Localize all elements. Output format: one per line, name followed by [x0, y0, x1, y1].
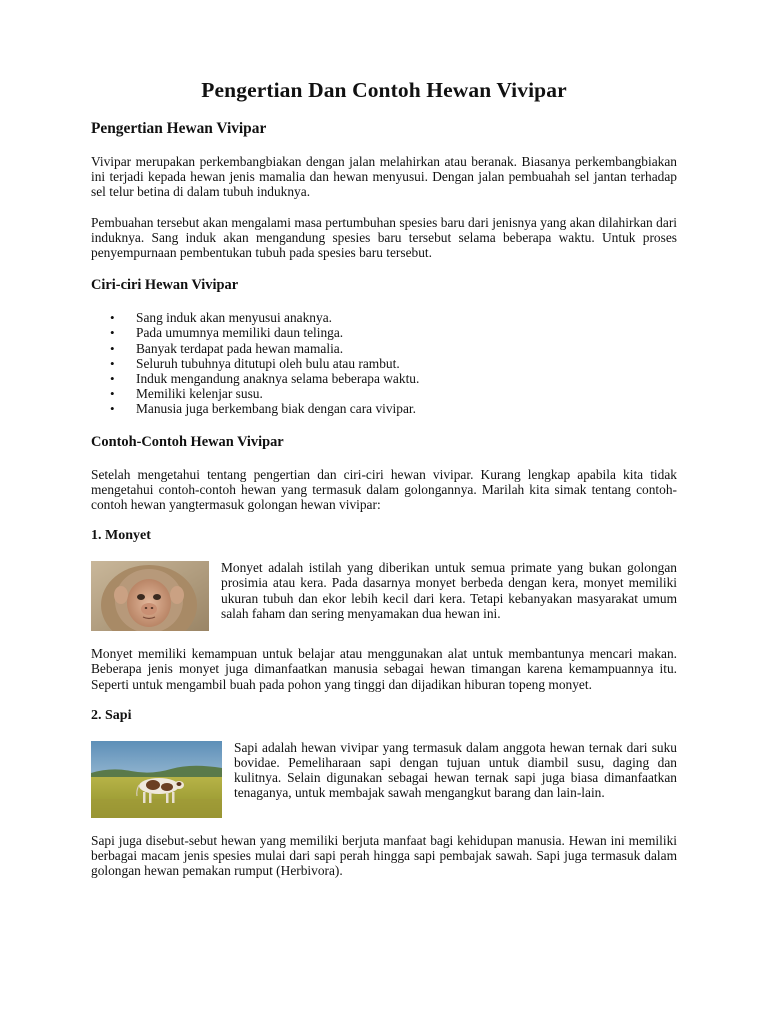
- cow-photo-icon: [91, 741, 222, 818]
- monyet-figure-row: [91, 560, 677, 631]
- monkey-photo-icon: [91, 561, 209, 631]
- paragraph: Monyet memiliki kemampuan untuk belajar atau menggunakan alat untuk membantunya mencari makan. Beberapa jenis monyet juga dimanfaatkan manusia sebagai hewan timangan karena kemampuannya itu. Seperti untuk mengambil buah pada pohon yang tinggi dan dijadikan hiburan topeng monyet.: [91, 646, 677, 692]
- ciri-list: [91, 310, 677, 416]
- paragraph: Pembuahan tersebut akan mengalami masa pertumbuhan spesies baru dari jenisnya yang akan dilahirkan dari induknya. Sang induk akan mengandung spesies baru tersebut selama beberapa waktu. Untuk proses penyempurnaan pembentukan tubuh pada spesies baru tersebut.: [91, 214, 677, 261]
- list-item: • Manusia juga berkembang biak dengan cara vivipar.: [136, 401, 677, 416]
- list-item: • Memiliki kelenjar susu.: [136, 386, 677, 401]
- sapi-side-text: Sapi adalah hewan vivipar yang termasuk dalam anggota hewan ternak dari suku bovidae. Pemeliharaan sapi dengan tujuan untuk diambil susu, daging dan kulitnya. Selain digunakan sebagai hewan ternak sapi juga biasa dimanfaatkan tenaganya, untuk membajak sawah mengangkut barang dan lain-lain.: [234, 739, 677, 801]
- section-heading-ciri: Ciri-ciri Hewan Vivipar: [91, 277, 239, 294]
- monyet-side-text: Monyet adalah istilah yang diberikan untuk semua primate yang bukan golongan prosimia atau kera. Pada dasarnya monyet berbeda dengan kera, monyet memiliki ukuran tubuh dan ekor lebih kecil dari kera. Tetapi kebanyakan masyarakat umum salah faham dan sering menyamakan dua hewan ini.: [221, 560, 677, 621]
- list-item: • Seluruh tubuhnya ditutupi oleh bulu atau rambut.: [136, 356, 677, 371]
- paragraph: Setelah mengetahui tentang pengertian dan ciri-ciri hewan vivipar. Kurang lengkap apabila kita tidak mengetahui contoh-contoh hewan yang termasuk dalam golongannya. Marilah kita simak tentang contoh-contoh hewan yangtermasuk golongan hewan vivipar:: [91, 466, 677, 513]
- sapi-figure-row: [91, 740, 677, 818]
- section-heading-contoh: Contoh-Contoh Hewan Vivipar: [91, 433, 284, 450]
- document-content: [91, 76, 677, 878]
- section-heading-pengertian: Pengertian Hewan Vivipar: [91, 120, 267, 137]
- paragraph: Sapi juga disebut-sebut hewan yang memiliki berjuta manfaat bagi kehidupan manusia. Hewan ini memiliki berbagai macam jenis spesies mulai dari sapi perah hingga sapi pembajak sawah. Sapi juga termasuk dalam golongan hewan pemakan rumput (Herbivora).: [91, 832, 677, 879]
- paragraph: Vivipar merupakan perkembangbiakan dengan jalan melahirkan atau beranak. Biasanya perkembangbiakan ini terjadi kepada hewan jenis mamalia dan hewan menyusui. Dengan jalan pembuahah sel jantan terhadap sel telur betina di dalam tubuh induknya.: [91, 154, 677, 200]
- list-item: • Pada umumnya memiliki daun telinga.: [136, 325, 677, 340]
- list-item: • Induk mengandung anaknya selama beberapa waktu.: [136, 371, 677, 386]
- example-heading-sapi: 2. Sapi: [91, 707, 132, 723]
- example-heading-monyet: 1. Monyet: [91, 528, 151, 544]
- list-item: • Banyak terdapat pada hewan mamalia.: [136, 341, 677, 356]
- list-item: • Sang induk akan menyusui anaknya.: [136, 310, 677, 325]
- page-title: Pengertian Dan Contoh Hewan Vivipar: [201, 78, 567, 102]
